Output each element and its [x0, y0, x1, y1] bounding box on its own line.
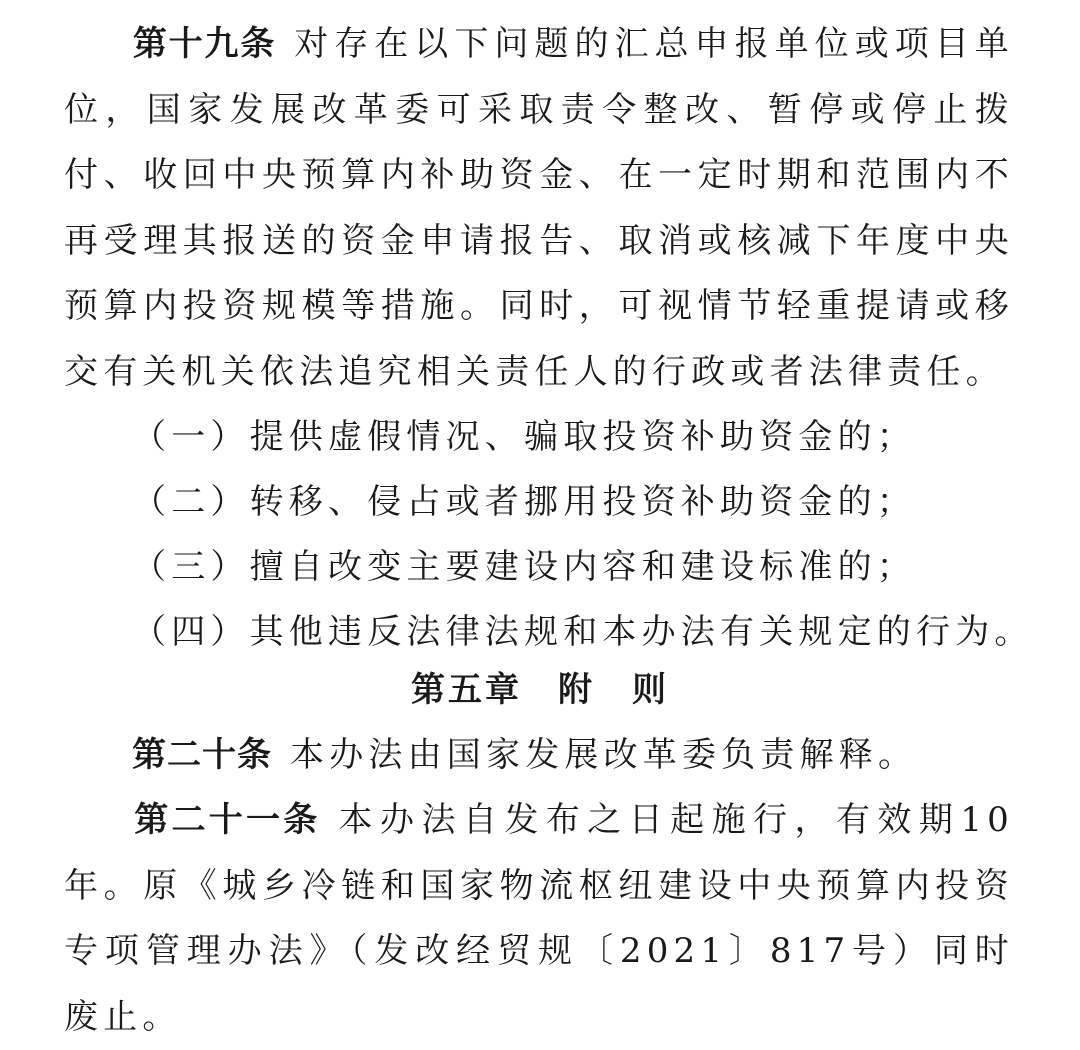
- article-20-body: 本办法由国家发展改革委负责解释。: [290, 735, 918, 775]
- article-21-number: 第二十一条: [132, 800, 321, 840]
- article-19-item-3: （三）擅自改变主要建设内容和建设标准的；: [132, 547, 916, 587]
- article-20-paragraph: [64, 723, 1014, 789]
- article-19-item-4: （四）其他违反法律法规和本办法有关规定的行为。: [132, 612, 1034, 652]
- article-19-number: 第十九条: [132, 24, 277, 64]
- article-21-body: 本办法自发布之日起施行，有效期10年。原《城乡冷链和国家物流枢纽建设中央预算内投资专项管理办法》（发改经贸规〔2021〕817号）同时废止。: [64, 800, 1014, 1037]
- chapter-5-title: 附 则: [558, 670, 669, 710]
- chapter-5-number: 第五章: [411, 670, 522, 710]
- article-19-item-1: （一）提供虚假情况、骗取投资补助资金的；: [132, 417, 916, 457]
- article-19-item-2: （二）转移、侵占或者挪用投资补助资金的；: [132, 482, 916, 522]
- article-19-body: 对存在以下问题的汇总申报单位或项目单位，国家发展改革委可采取责令整改、暂停或停止拨付、收回中央预算内补助资金、在一定时期和范围内不再受理其报送的资金申请报告、取消或核减下年度中央预算内投资规模等措施。同时，可视情节轻重提请或移交有关机关依法追究相关责任人的行政或者法律责任。: [64, 24, 1014, 392]
- article-19-paragraph: [64, 12, 1014, 405]
- article-20-number: 第二十条: [132, 735, 272, 775]
- chapter-5-heading: [0, 658, 1080, 724]
- article-21-paragraph: [64, 788, 1014, 1050]
